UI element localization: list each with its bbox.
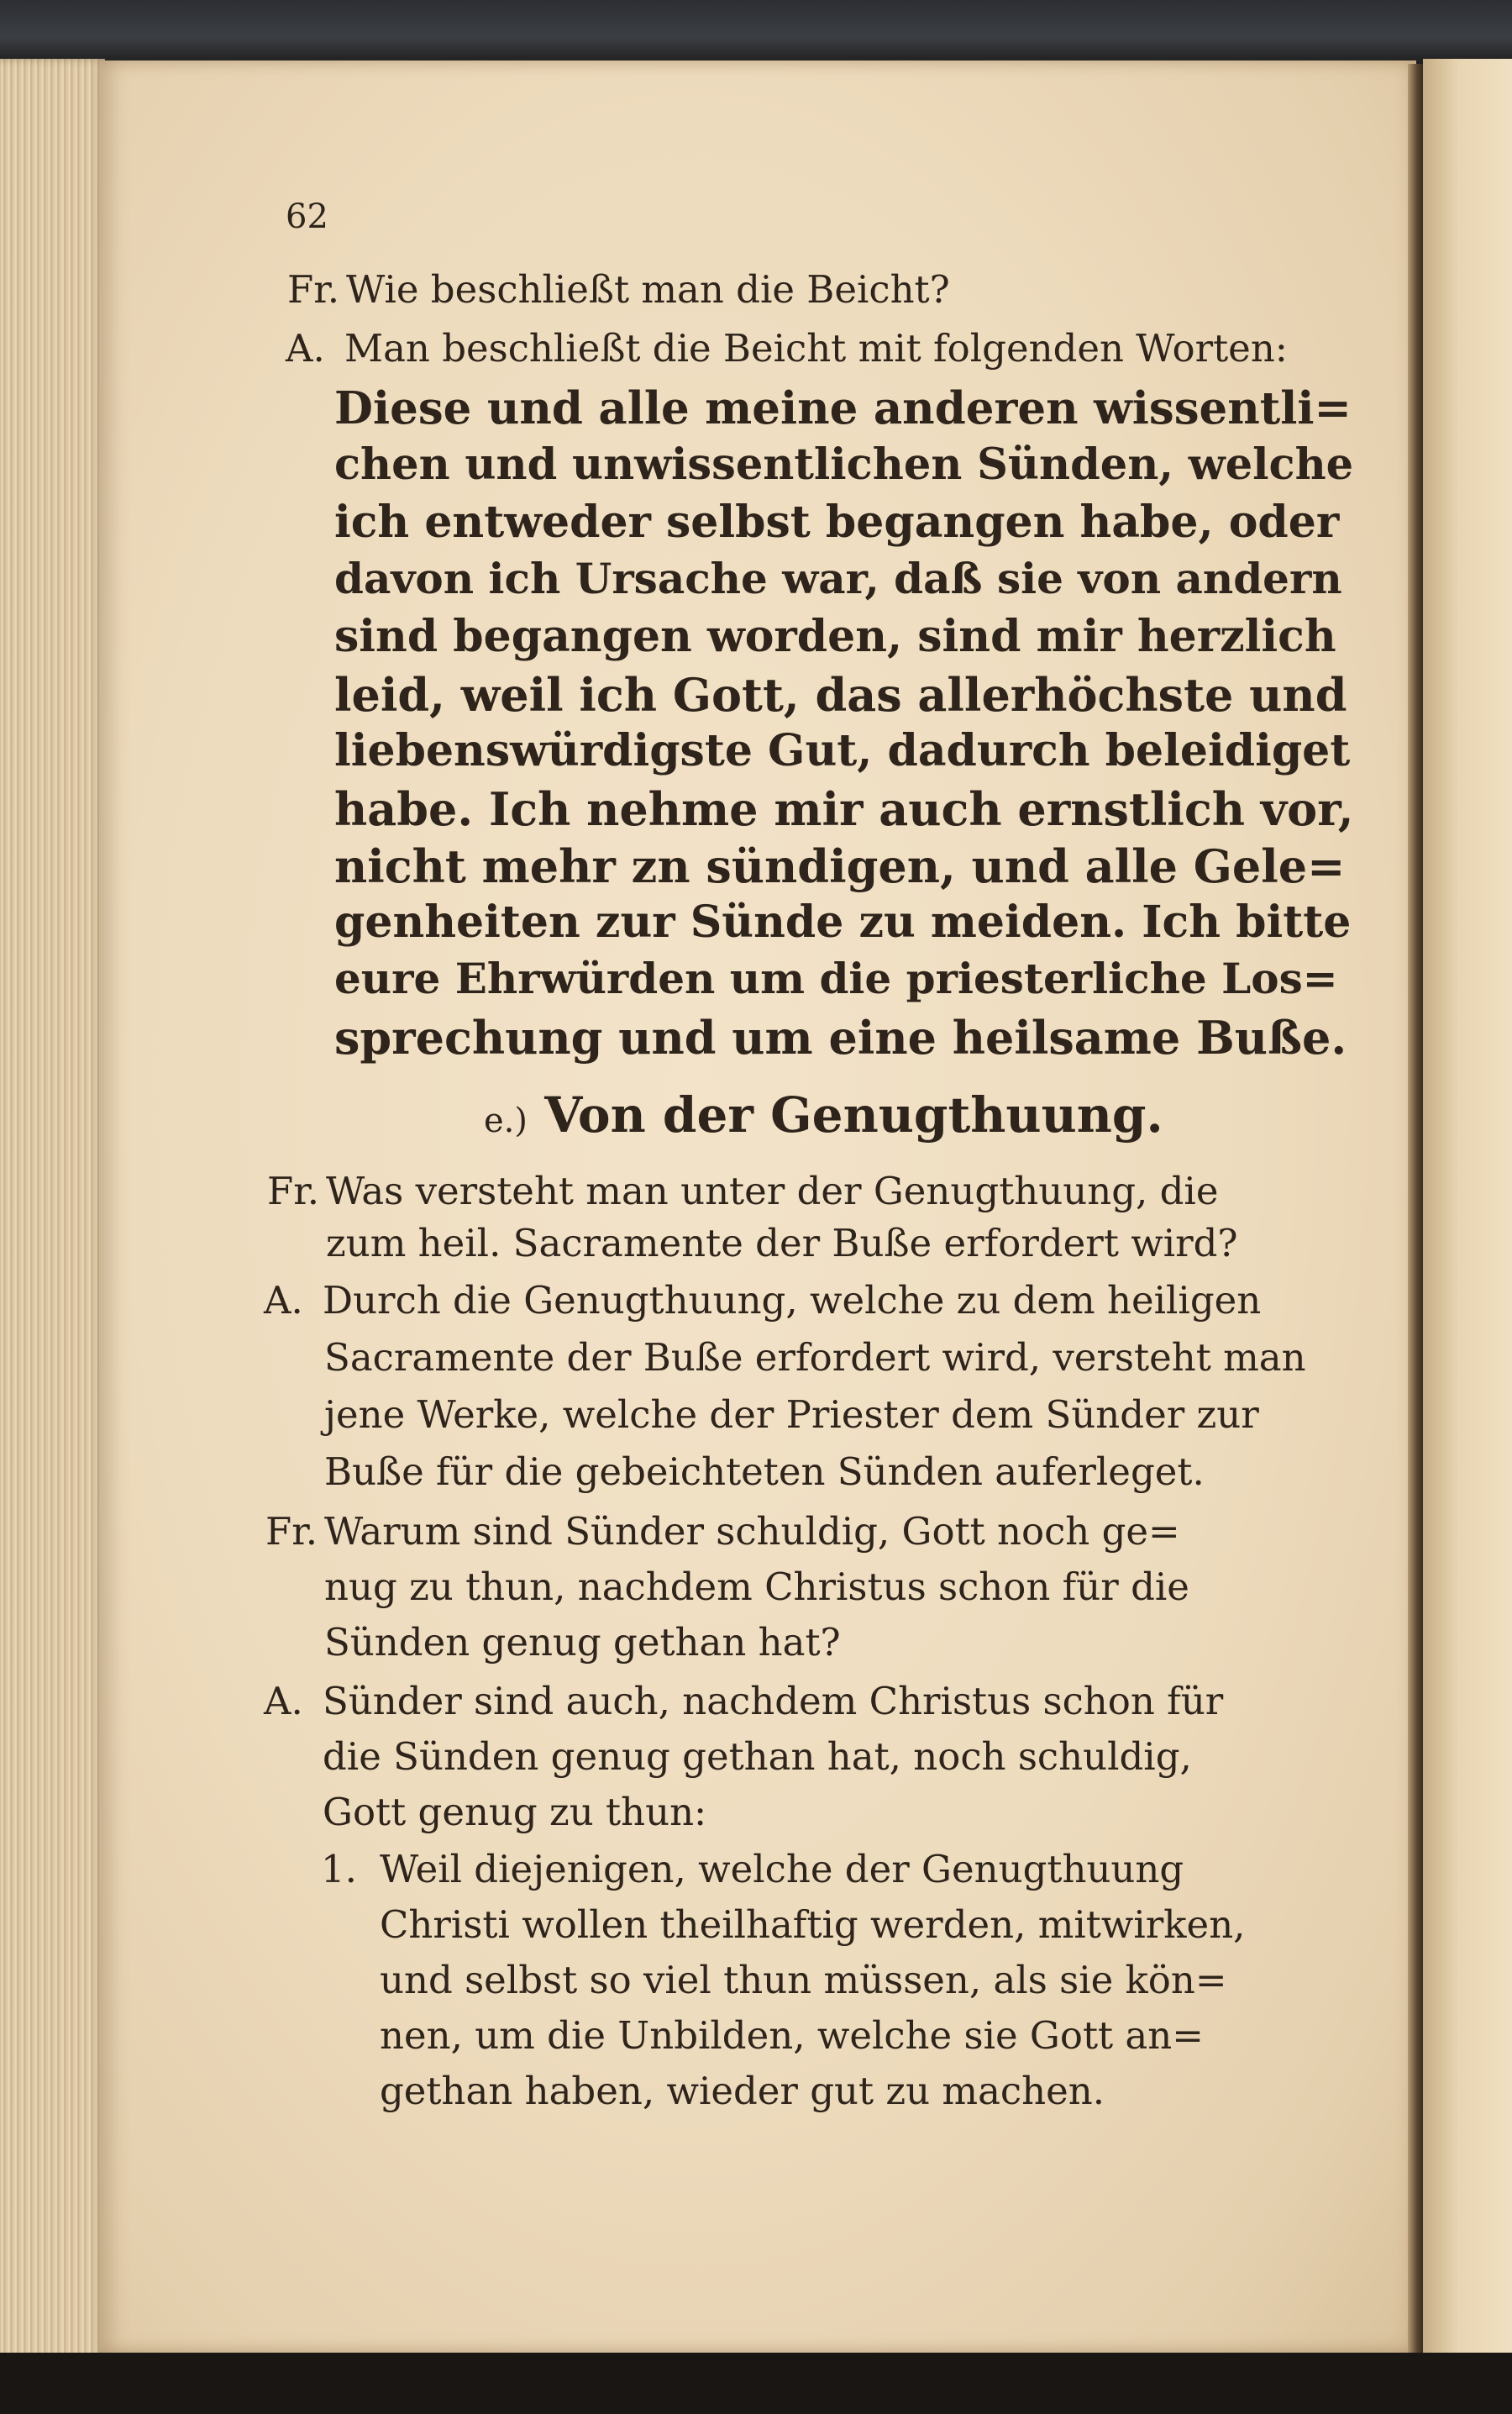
prayer-line: davon ich Ursache war, daß sie von andern <box>334 554 1342 603</box>
book-cover-edge <box>0 0 1512 67</box>
list-item-text: Christi wollen theilhaftig werden, mitwirken, <box>380 1902 1246 1947</box>
book-gutter <box>1408 64 1423 2353</box>
page-number: 62 <box>286 197 328 236</box>
question-label: Fr. <box>267 1169 320 1213</box>
prayer-line: liebenswürdigste Gut, dadurch beleidiget <box>334 725 1351 776</box>
question-text: Was versteht man unter der Genugthuung, die <box>326 1169 1219 1213</box>
answer-text: Sünder sind auch, nachdem Christus schon für <box>323 1679 1224 1723</box>
question-label: Fr. <box>265 1509 318 1554</box>
answer-intro: Man beschließt die Beicht mit folgenden Worten: <box>344 326 1288 371</box>
answer-text: Gott genug zu thun: <box>323 1790 707 1834</box>
section-heading <box>484 1086 1163 1144</box>
question-line <box>267 1169 1219 1213</box>
prayer-line: sprechung und um eine heilsame Buße. <box>334 1011 1347 1065</box>
list-item-text: gethan haben, wieder gut zu machen. <box>380 2069 1105 2113</box>
prayer-line: sind begangen worden, sind mir herzlich <box>334 611 1336 662</box>
background-bottom <box>0 2353 1512 2414</box>
prayer-line: habe. Ich nehme mir auch ernstlich vor, <box>334 782 1354 836</box>
question-text: nug zu thun, nachdem Christus schon für die <box>324 1565 1189 1609</box>
answer-text: die Sünden genug gethan hat, noch schuldig, <box>323 1734 1192 1779</box>
answer-text: Sacramente der Buße erfordert wird, versteht man <box>324 1335 1306 1380</box>
answer-label: A. <box>286 326 325 371</box>
list-item-text: und selbst so viel thun müssen, als sie kön= <box>380 1958 1227 2002</box>
prayer-line: ich entweder selbst begangen habe, oder <box>334 497 1340 548</box>
question-label: Fr. <box>287 267 340 312</box>
answer-line <box>264 1278 1262 1323</box>
answer-label: A. <box>264 1278 303 1323</box>
answer-line <box>264 1679 1224 1723</box>
section-heading-title: Von der Genugthuung. <box>544 1086 1163 1144</box>
question-text: Sünden genug gethan hat? <box>324 1620 841 1665</box>
prayer-line: leid, weil ich Gott, das allerhöchste und <box>334 668 1347 722</box>
answer-label: A. <box>264 1679 303 1723</box>
answer-text: Buße für die gebeichteten Sünden auferleget. <box>324 1449 1205 1494</box>
answer-line <box>286 326 1288 371</box>
section-heading-prefix: e.) <box>484 1102 528 1140</box>
question-text: Wie beschließt man die Beicht? <box>346 267 950 312</box>
facing-page-edge <box>1423 59 1512 2353</box>
page-stack-edges <box>0 59 105 2361</box>
prayer-line: nicht mehr zn sündigen, und alle Gele= <box>334 839 1346 893</box>
prayer-line: genheiten zur Sünde zu meiden. Ich bitte <box>334 897 1352 948</box>
list-item-text: Weil diejenigen, welche der Genugthuung <box>380 1847 1184 1891</box>
question-text: Warum sind Sünder schuldig, Gott noch ge= <box>324 1509 1180 1554</box>
prayer-line: Diese und alle meine anderen wissentli= <box>334 382 1352 434</box>
list-item-text: nen, um die Unbilden, welche sie Gott an= <box>380 2013 1204 2058</box>
question-line <box>287 267 950 312</box>
prayer-line: chen und unwissentlichen Sünden, welche <box>334 439 1354 490</box>
answer-text: Durch die Genugthuung, welche zu dem heiligen <box>323 1278 1262 1323</box>
list-item <box>321 1847 1184 1891</box>
list-item-number: 1. <box>321 1847 357 1891</box>
question-line <box>265 1509 1180 1554</box>
prayer-line: eure Ehrwürden um die priesterliche Los= <box>334 954 1338 1003</box>
question-text: zum heil. Sacramente der Buße erfordert wird? <box>326 1221 1238 1265</box>
answer-text: jene Werke, welche der Priester dem Sünder zur <box>324 1392 1259 1437</box>
